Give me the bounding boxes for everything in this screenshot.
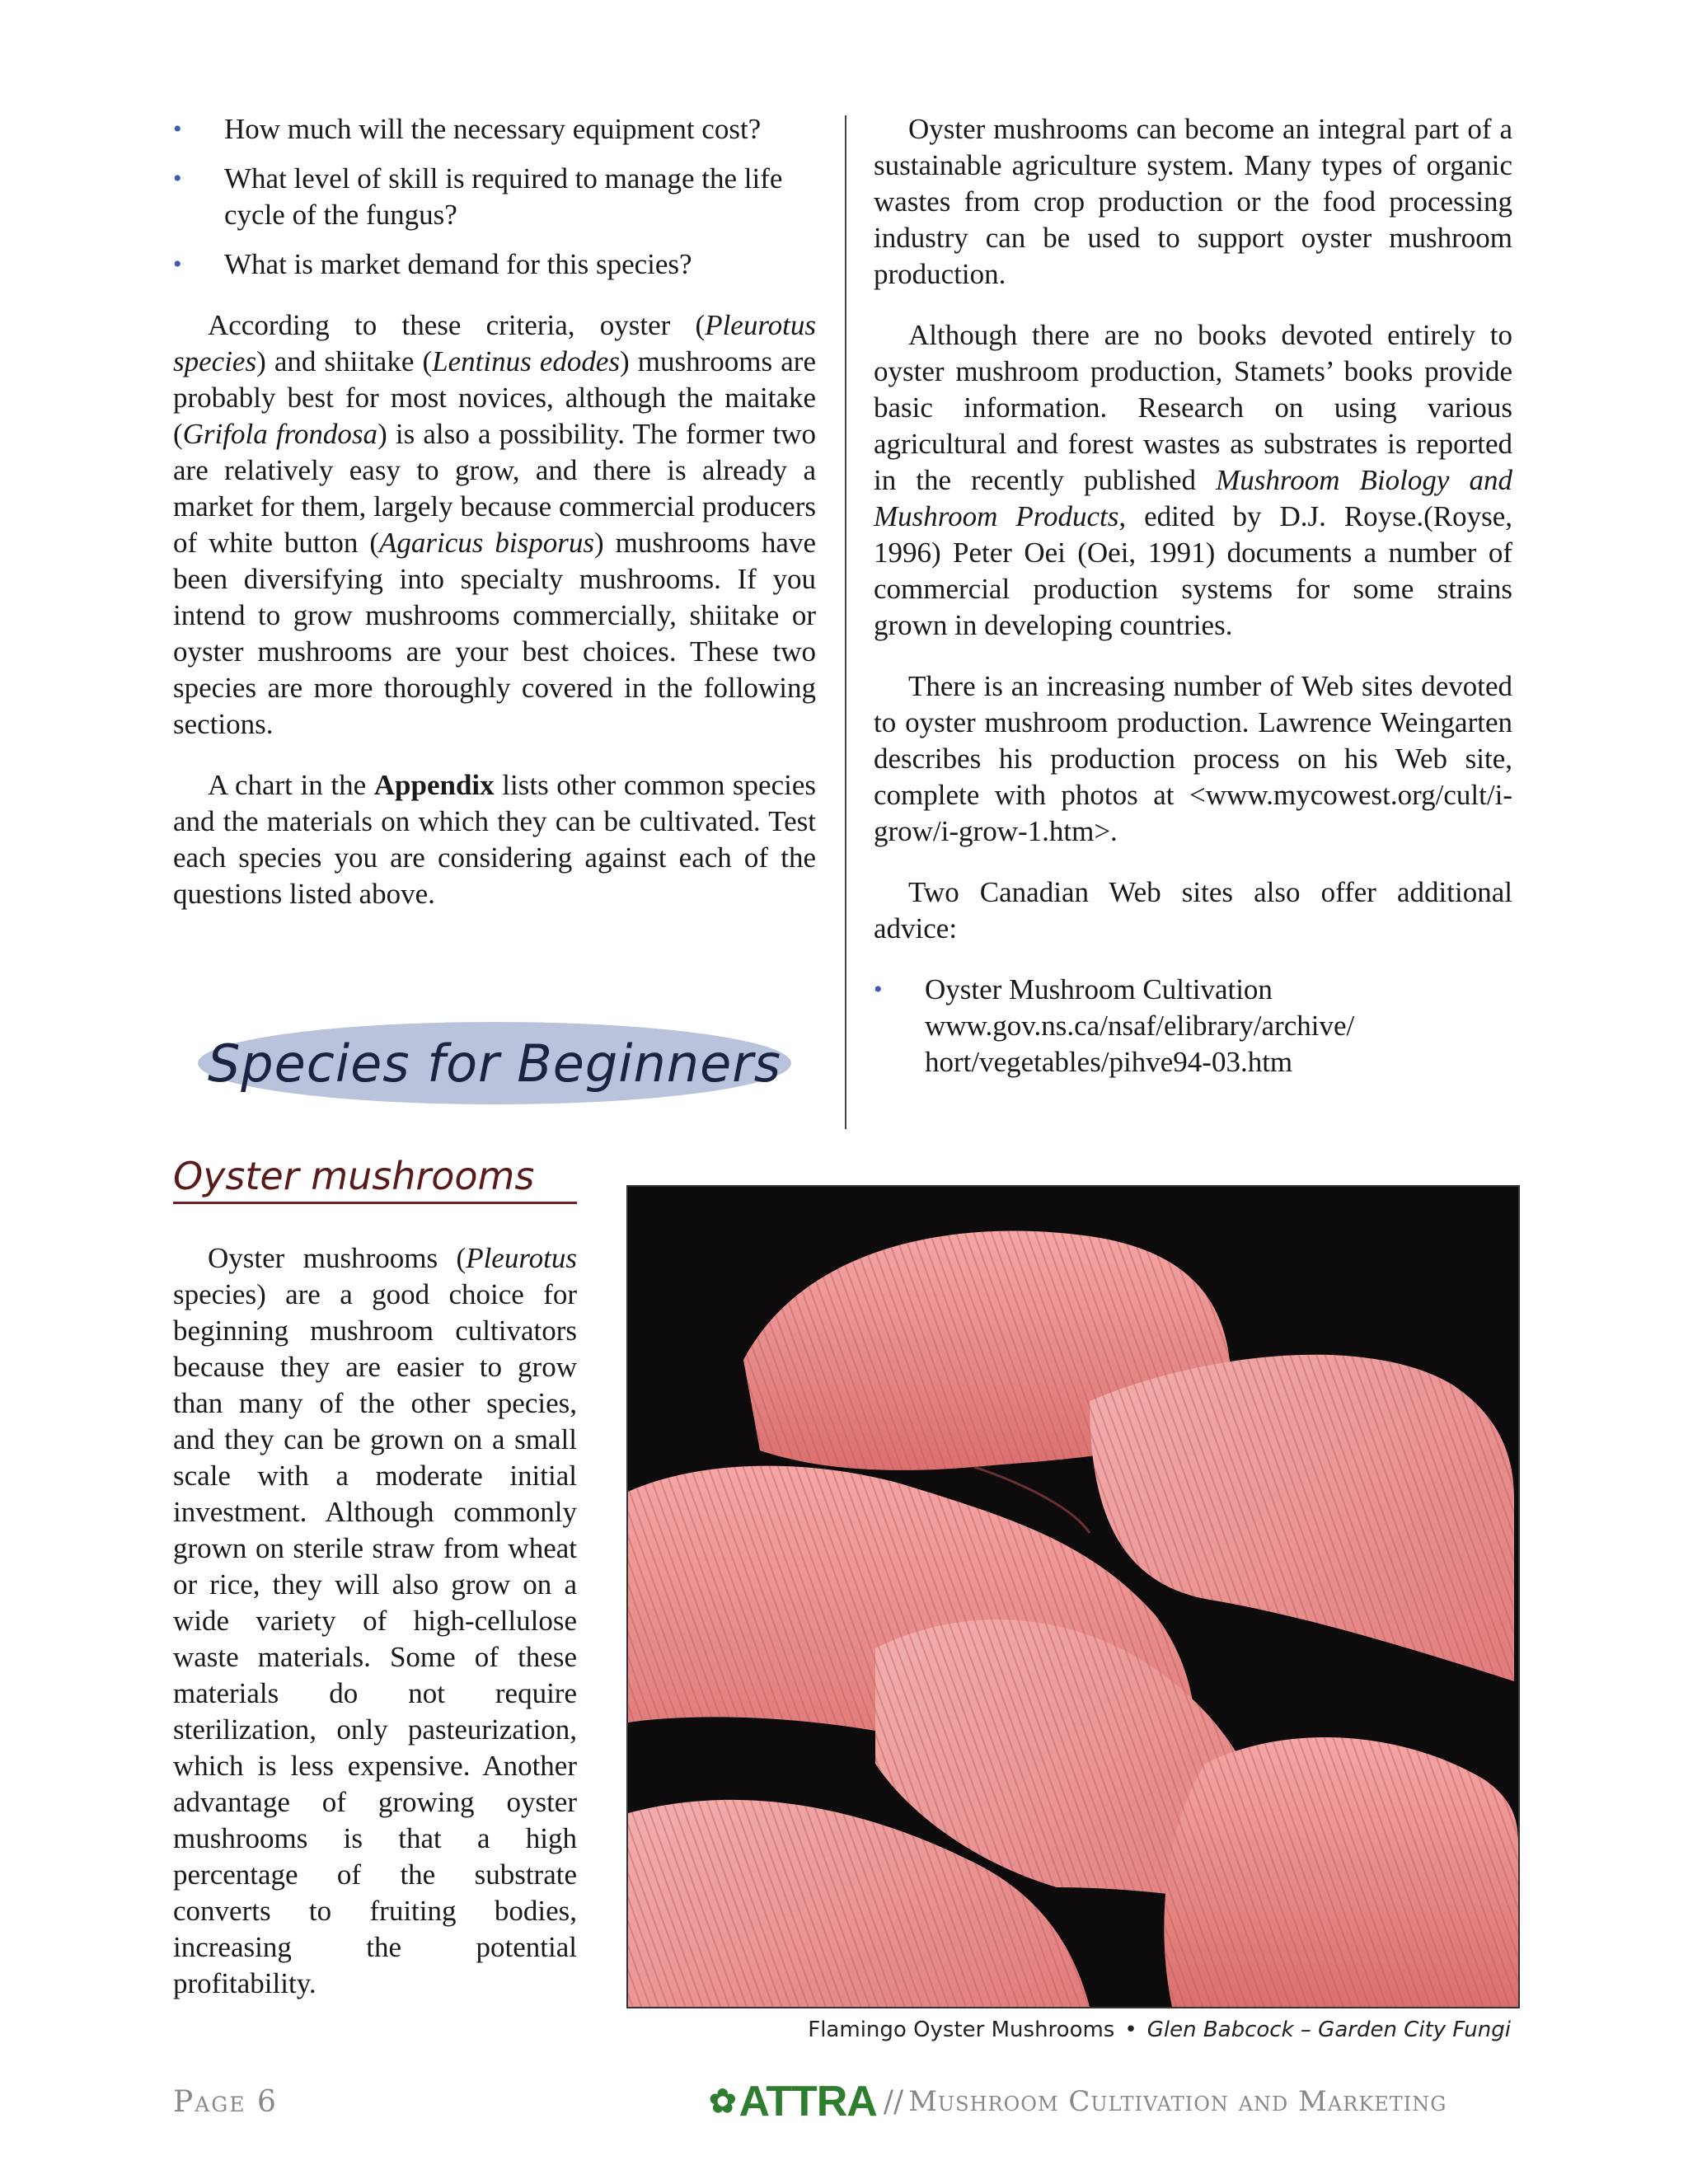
text-run: lists other common species and the materials on which they can be cultivated. Test each species you are considering against each of the questions listed above.: [173, 769, 816, 910]
caption-title: Flamingo Oyster Mushrooms: [808, 2018, 1115, 2042]
research-paragraph: [874, 317, 1512, 644]
bullet-icon: •: [173, 165, 182, 192]
list-item: [173, 246, 816, 283]
bullet-icon: •: [874, 976, 883, 1003]
list-item: [173, 111, 816, 148]
websites-paragraph: There is an increasing number of Web sites devoted to oyster mushroom production. Lawrence Weingarten describes his production process on his Web site, complete with photos at <www.mycowest.org/cult/i-grow/i-grow-1.htm>.: [874, 670, 1512, 847]
oyster-paragraph: [173, 1240, 577, 2002]
pink-oyster-mushroom-illustration: [628, 1187, 1518, 2007]
oyster-text-column: [173, 1240, 577, 2027]
list-item: [173, 161, 816, 233]
leaf-icon: ✿: [709, 2083, 736, 2120]
text-run: According to these criteria, oyster (: [208, 309, 706, 341]
bullet-icon: •: [173, 251, 182, 278]
logo-text: ATTRA: [738, 2078, 877, 2125]
left-column: [173, 111, 816, 937]
web-site-list: [874, 972, 1512, 1080]
book-title: Mushroom Biology and Mushroom Products: [874, 464, 1512, 532]
text-run: , edited by D.J. Royse.(Royse, 1996) Peter Oei (Oei, 1991) documents a number of commercial production systems for some strains grown in developing countries.: [874, 500, 1512, 641]
footer-separator: //: [883, 2084, 904, 2119]
bullet-icon: •: [173, 115, 182, 143]
list-item-text: What level of skill is required to manage the life cycle of the fungus?: [224, 162, 783, 231]
text-run: ) mushrooms have been diversifying into specialty mushrooms. If you intend to grow mushrooms commercially, shiitake or oyster mushrooms are your best choices. These two species are more thoroughly covered in the following sections.: [173, 527, 816, 740]
text-run: A chart in the: [208, 769, 374, 801]
sustainability-paragraph: Oyster mushrooms can become an integral part of a sustainable agriculture system. Many types of organic wastes from crop production or the food processing industry can be used to support oyster mushroom production.: [874, 113, 1512, 290]
appendix-reference: Appendix: [373, 769, 495, 801]
caption-credit: Glen Babcock – Garden City Fungi: [1146, 2018, 1511, 2042]
right-column: [874, 111, 1512, 1105]
attra-logo: [709, 2077, 877, 2126]
species-name: Pleurotus: [466, 1242, 577, 1274]
list-item-text: How much will the necessary equipment cost?: [224, 113, 762, 145]
species-name: Pleurotus species: [173, 309, 816, 377]
link-url[interactable]: www.gov.ns.ca/nsaf/elibrary/archive/: [925, 1010, 1355, 1042]
subsection-title: Oyster mushrooms: [173, 1154, 577, 1204]
species-name: Lentinus edodes: [432, 345, 621, 377]
appendix-paragraph: [173, 767, 816, 912]
page-number: Page 6: [173, 2085, 278, 2119]
list-item: [874, 972, 1512, 1080]
text-run: ) and shiitake (: [256, 345, 433, 377]
text-run: species) are a good choice for beginning mushroom cultivators because they are easier to grow than many of the other species, and they can be grown on a small scale with a moderate initial investment. Although commonly grown on sterile straw from wheat or rice, they will also grow on a wide variety of high-cellulose waste materials. Some of these materials do not require sterilization, only pasteurization, which is less expensive. Another advantage of growing oyster mushrooms is that a high percentage of the substrate converts to fruiting bodies, increasing the potential profitability.: [173, 1278, 577, 1999]
canadian-sites-paragraph: Two Canadian Web sites also offer additional advice:: [874, 876, 1512, 944]
species-name: Grifola frondosa: [182, 418, 378, 450]
text-run: Although there are no books devoted entirely to oyster mushroom production, Stamets’ books provide basic information. Research on using various agricultural and forest wastes as substrates is reported in the recently published: [874, 319, 1512, 496]
link-url-continued[interactable]: hort/vegetables/pihve94-03.htm: [925, 1046, 1293, 1078]
list-item-text: What is market demand for this species?: [224, 248, 692, 280]
mushroom-photo: [626, 1185, 1520, 2008]
footer-branding: [709, 2077, 1447, 2126]
link-title: Oyster Mushroom Cultivation: [925, 973, 1273, 1005]
publication-title: Mushroom Cultivation and Marketing: [908, 2085, 1447, 2118]
text-run: Oyster mushrooms (: [208, 1242, 467, 1274]
text-run: ) mushrooms are probably best for most novices, although the maitake (: [173, 345, 816, 450]
section-title: Species for Beginners: [207, 1033, 782, 1094]
photo-caption: [808, 2018, 1511, 2042]
criteria-paragraph: [173, 307, 816, 743]
species-name: Agaricus bisporus: [378, 527, 594, 559]
question-list: [173, 111, 816, 283]
section-banner: [198, 1022, 791, 1104]
column-divider: [845, 115, 846, 1129]
text-run: ) is also a possibility. The former two are relatively easy to grow, and there is already a market for them, largely because commercial producers of white button (: [173, 418, 816, 559]
caption-separator: •: [1124, 2018, 1137, 2042]
